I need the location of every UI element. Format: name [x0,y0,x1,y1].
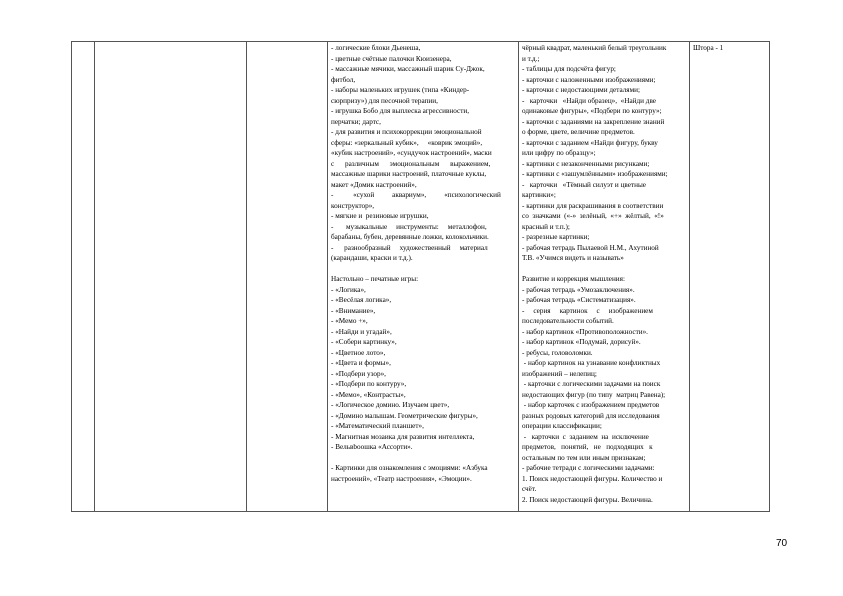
equipment-line: - логические блоки Дьенеша, [331,44,421,52]
materials-line: - набор картинок «Противоположности». [522,327,648,336]
materials-line: 1. Поиск недостающей фигуры. Количество и [522,474,663,483]
equipment-line: - «Мемо +», [331,317,368,325]
cell-number [72,42,95,512]
materials-line: - карточки с логическими задачами на поиск [522,380,661,388]
equipment-line: - «Цветное лото», [331,348,386,357]
table-row [72,42,770,512]
blank-line [331,453,515,464]
equipment-line: - «Внимание», [331,306,376,315]
materials-line: - картинки с незаконченными рисунками; [522,159,650,168]
equipment-line: - «сухой аквариум», «психологический [331,191,501,199]
cell-furniture: Штора - 1 [690,42,770,512]
equipment-line: - наборы маленьких игрушек (типа «Киндер- [331,86,470,94]
equipment-line: - мягкие и резиновые игрушки, [331,212,429,220]
materials-line: - разрезные картинки; [522,233,590,241]
materials-line: - ребусы, головоломки. [522,348,593,357]
equipment-line: - для развития и психокоррекции эмоциональной [331,128,482,136]
equipment-line: - «Логическое домино. Изучаем цвет», [331,401,450,409]
page-number: 70 [776,538,788,549]
cell-section [95,42,247,512]
materials-line: - карточки с наложенными изображениями; [522,75,656,84]
equipment-line: - «Собери картинку», [331,338,397,346]
materials-line: недостающих фигур (по типу матриц Равена); [522,390,666,399]
materials-line: о форме, цвете, величине предметов. [522,128,635,136]
materials-line: чёрный квадрат, маленький белый треугольник [522,44,667,52]
materials-line: - набор карточек с изображением предметов [522,401,660,409]
materials-line: и т.д.; [522,54,540,63]
materials-line: - карточки с заданием на исключение [522,432,649,441]
equipment-line: - «Логика», [331,285,366,294]
materials-line: - набор картинок «Подумай, дорисуй». [522,338,641,346]
equipment-line: - «Найди и угадай», [331,327,392,336]
materials-line: одинаковые фигуры», «Подбери по контуру»; [522,107,662,115]
materials-line: - рабочая тетрадь «Систематизация». [522,296,636,304]
materials-line: картинки»; [522,191,556,199]
equipment-line: - «Подбери по контуру», [331,380,407,388]
equipment-line: сюрпризу») для песочной терапии, [331,96,438,105]
equipment-line: фитбол, [331,75,356,84]
equipment-line: - музыкальные инструменты: металлофон, [331,222,487,231]
equipment-line: «кубик настроений», «сундучок настроений», маски [331,149,492,157]
materials-line: Развитие и коррекция мышления: [522,275,625,283]
blank-line [331,264,515,275]
materials-line: остальным по тем или иным признакам; [522,453,646,462]
equipment-line: - «Весёлая логика», [331,296,392,304]
equipment-line: барабаны, бубен, деревянные ложки, колокольчики. [331,233,489,241]
equipment-line: - игрушка Бобо для выплеска агрессивности, [331,107,469,115]
materials-line: - рабочая тетрадь «Умозаключения». [522,285,635,294]
materials-line: - набор картинок на узнавание конфликтных [522,359,661,367]
materials-line: - рабочая тетрадь Пылаевой Н.М., Ахутиной [522,243,659,252]
equipment-line: - Картинки для ознакомления с эмоциями: «Азбука [331,464,488,472]
materials-line: красный и т.п.); [522,222,570,231]
materials-line: - карточки с заданиями на закрепление знаний [522,117,665,126]
equipment-line: - «Математический планшет», [331,422,424,430]
blank-line [522,264,686,275]
materials-line: - карточки «Тёмный силуэт и цветные [522,180,646,189]
materials-line: со значками («-» зелёный, «+» жёлтый, «!» [522,212,664,220]
equipment-line: Настольно – печатные игры: [331,275,419,283]
cell-materials-list [519,42,690,512]
equipment-line: перчатки; дартс, [331,117,381,126]
equipment-line: - «Подбери узор», [331,369,386,378]
materials-line: 2. Поиск недостающей фигуры. Величина. [522,495,653,504]
equipment-line: (карандаши, краски и т.д.). [331,254,413,262]
equipment-line: - массажные мячики, массажный шарик Су-Джок, [331,65,485,73]
cell-subsection [247,42,328,512]
materials-line: разных родовых категорий для исследования [522,411,660,420]
equipment-line: - Магнитная мозаика для развития интеллекта, [331,432,475,441]
equipment-line: - Вельвbooшка «Ассорти». [331,443,413,451]
equipment-line: - «Домино малышам. Геометрические фигуры», [331,411,478,420]
inventory-table [71,41,770,512]
equipment-line: массажные шарики настроений, платочные куклы, [331,170,487,178]
materials-line: - картинки с «зашумлёнными» изображениями; [522,170,668,178]
materials-line: или цифру по образцу»; [522,149,596,157]
equipment-line: - цветные счётные палочки Кюизенера, [331,54,452,63]
materials-line: Т.В. «Учимся видеть и называть» [522,254,624,262]
materials-line: - таблицы для подсчёта фигур; [522,65,616,73]
materials-line: счёт. [522,485,537,493]
equipment-line: макет «Домик настроений», [331,180,417,189]
materials-line: операции классификации; [522,422,602,430]
materials-line: предметов, понятий, не подходящих к [522,443,653,451]
materials-line: - рабочие тетради с логическими задачами: [522,464,655,472]
materials-line: - карточки с недостающими деталями; [522,86,640,94]
materials-line: - серия картинок с изображением [522,306,653,315]
materials-line: - карточки «Найди образец», «Найди две [522,96,656,105]
materials-line: последовательности событий. [522,317,614,325]
equipment-line: настроений», «Театр настроения», «Эмоции». [331,474,472,483]
cell-equipment-list [328,42,519,512]
materials-line: изображений – нелепиц; [522,369,597,378]
equipment-line: - разнообразный художественный материал [331,243,488,252]
equipment-line: - «Мемо», «Контрасты», [331,390,406,399]
equipment-line: с различным эмоциональным выражением, [331,159,491,168]
equipment-line: сферы: «зеркальный кубик», «коврик эмоций», [331,138,483,147]
equipment-line: конструктор», [331,201,375,210]
materials-line: - карточки с заданием «Найди фигуру, букву [522,138,658,147]
equipment-line: - «Цвета и формы», [331,359,391,367]
materials-line: - картинки для раскрашивания в соответствии [522,201,664,210]
